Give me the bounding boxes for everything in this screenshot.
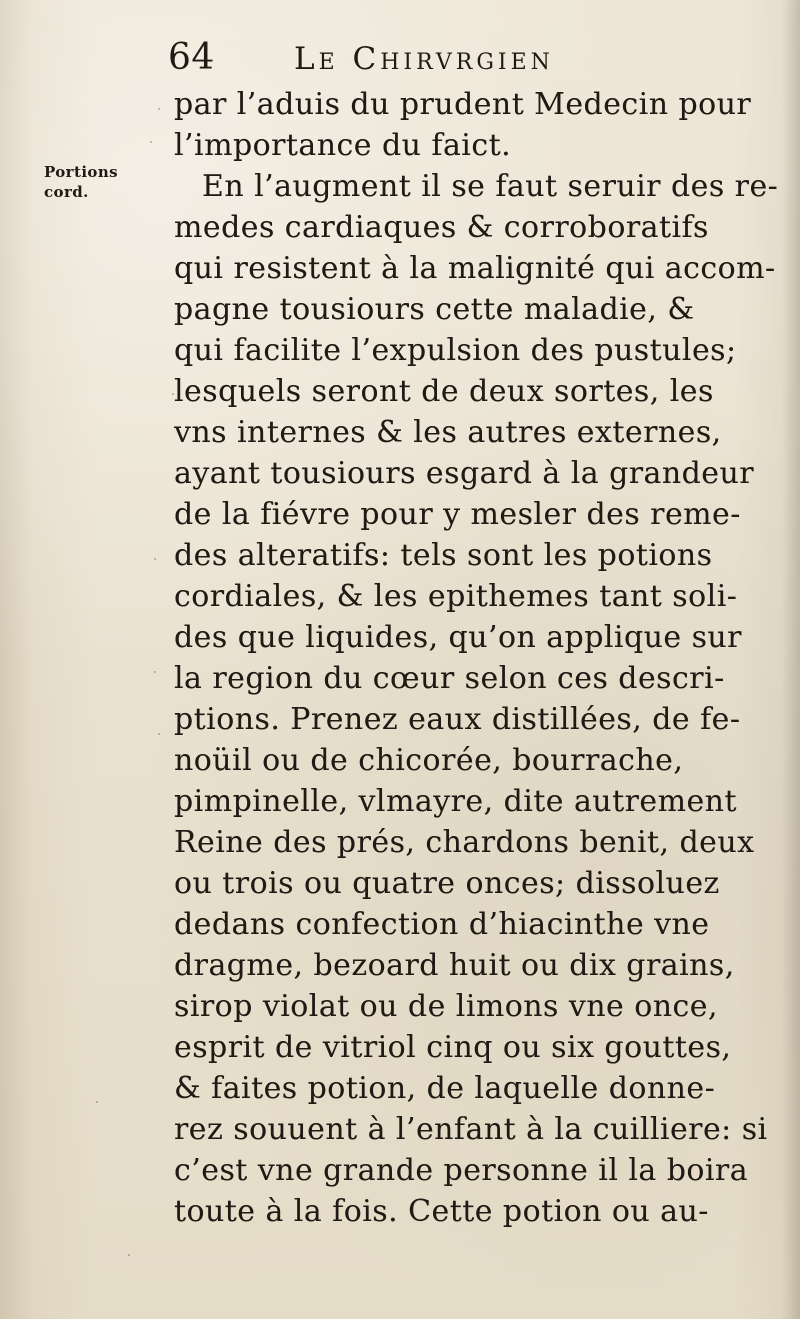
running-head: Le Chirvrgien: [294, 41, 554, 77]
page-edge-shadow: [782, 0, 800, 1319]
margin-ink-dot: [128, 1254, 130, 1256]
margin-ink-dot: [150, 141, 152, 143]
text-line: sirop violat ou de limons vne once,: [174, 989, 718, 1024]
margin-note: [44, 162, 118, 202]
margin-ink-dot: [154, 558, 156, 560]
text-line: des alteratifs: tels sont les potions: [174, 538, 713, 573]
text-line: qui resistent à la malignité qui accom-: [174, 251, 776, 286]
text-line: cordiales, & les epithemes tant soli-: [174, 579, 738, 614]
text-line: lesquels seront de deux sortes, les: [174, 374, 714, 409]
text-line: pagne tousiours cette maladie, &: [174, 292, 695, 327]
text-line: de la fiévre pour y mesler des reme-: [174, 497, 741, 532]
text-line: vns internes & les autres externes,: [174, 415, 722, 450]
text-line: c’est vne grande personne il la boira: [174, 1153, 749, 1188]
margin-ink-dot: [172, 393, 174, 395]
text-line: l’importance du faict.: [174, 128, 512, 163]
margin-ink-dot: [96, 1101, 98, 1103]
margin-ink-dot: [154, 671, 156, 673]
margin-note-line-2: cord.: [44, 183, 89, 201]
text-line: & faites potion, de laquelle donne-: [174, 1071, 716, 1106]
text-line: dragme, bezoard huit ou dix grains,: [174, 948, 735, 983]
text-line: medes cardiaques & corroboratifs: [174, 210, 709, 245]
text-line: par l’aduis du prudent Medecin pour: [174, 87, 752, 122]
text-line: ptions. Prenez eaux distillées, de fe-: [174, 702, 741, 737]
text-line: toute à la fois. Cette potion ou au-: [174, 1194, 709, 1229]
text-line: ou trois ou quatre onces; dissoluez: [174, 866, 720, 901]
text-line: noüil ou de chicorée, bourrache,: [174, 743, 684, 778]
text-line: En l’augment il se faut seruir des re-: [202, 169, 779, 204]
text-line: ayant tousiours esgard à la grandeur: [174, 456, 755, 491]
text-line: rez souuent à l’enfant à la cuilliere: si: [174, 1112, 768, 1147]
margin-ink-dot: [158, 733, 160, 735]
text-line: Reine des prés, chardons benit, deux: [174, 825, 755, 860]
text-line: la region du cœur selon ces descri-: [174, 661, 725, 696]
margin-note-line-1: Portions: [44, 163, 118, 181]
page-number: 64: [168, 37, 215, 78]
page-header: [168, 38, 638, 82]
text-line: qui facilite l’expulsion des pustules;: [174, 333, 737, 368]
text-line: pimpinelle, vlmayre, dite autrement: [174, 784, 737, 819]
text-line: esprit de vitriol cinq ou six gouttes,: [174, 1030, 732, 1065]
text-line: des que liquides, qu’on applique sur: [174, 620, 742, 655]
margin-ink-dot: [158, 108, 160, 110]
text-line: dedans confection d’hiacinthe vne: [174, 907, 710, 942]
